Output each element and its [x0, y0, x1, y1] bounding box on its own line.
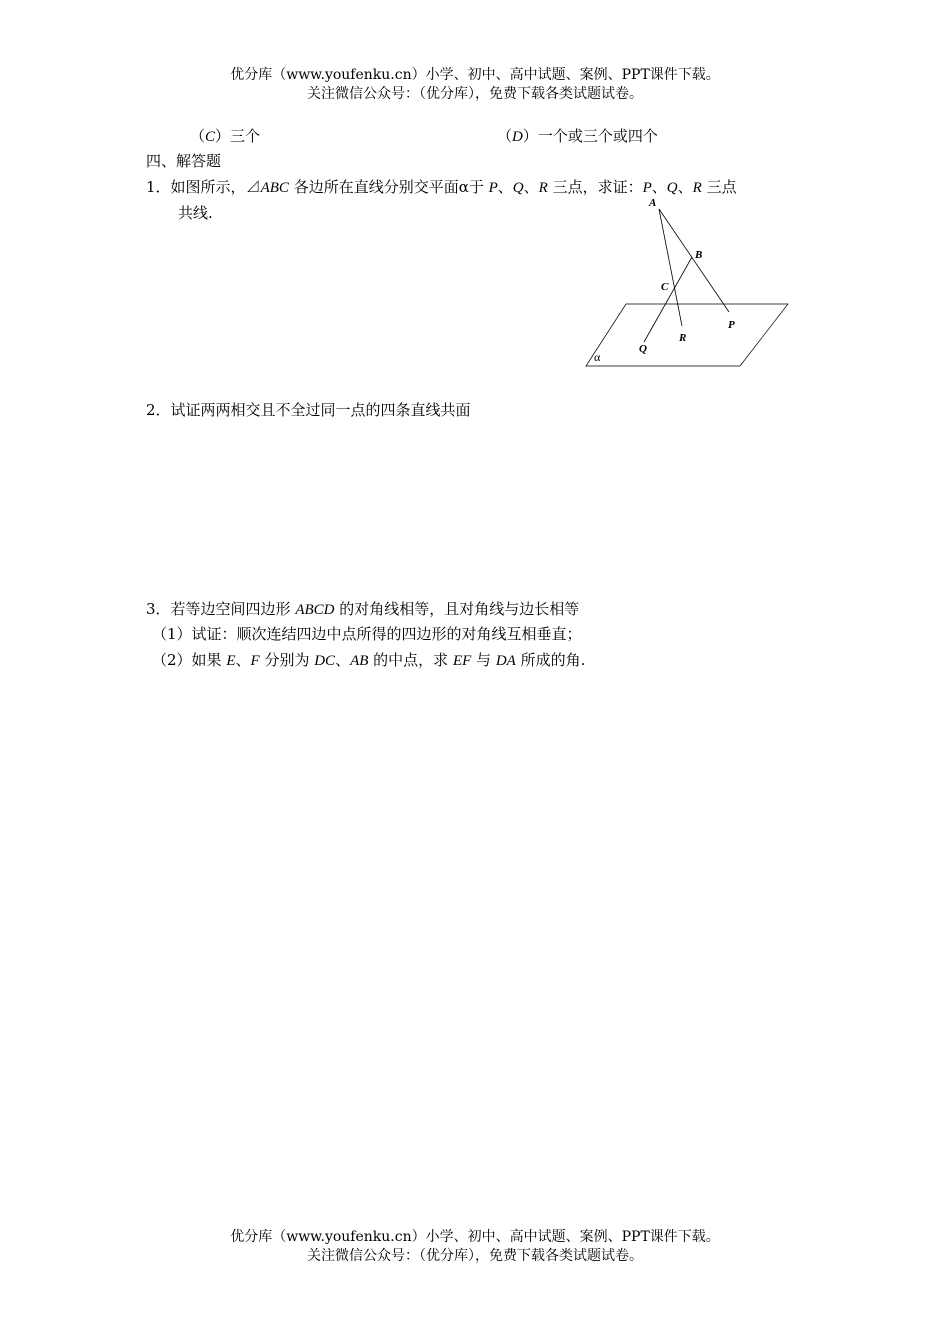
q3-da: DA: [495, 653, 516, 669]
label-p: P: [728, 319, 735, 331]
q3-text-2: 的对角线相等，且对角线与边长相等: [334, 600, 580, 618]
q1-text-3: 三点，求证：: [547, 178, 643, 196]
q1-sep-1: 、: [497, 178, 513, 196]
option-d-text: ）一个或三个或四个: [522, 127, 658, 145]
geometry-figure: [580, 192, 795, 372]
q3-text-1: 若等边空间四边形: [170, 600, 296, 618]
option-c-letter: C: [205, 129, 216, 145]
q3-number: 3．: [146, 600, 171, 618]
q1-q-2: Q: [666, 180, 678, 196]
q3-ef: EF: [452, 653, 472, 669]
q3-sub2-e: 的中点，求: [368, 651, 453, 669]
plane-alpha: [586, 304, 788, 366]
option-d: [497, 126, 658, 147]
q3-sub-2: [152, 650, 585, 671]
q1-sep-3: 、: [651, 178, 667, 196]
q1-number: 1．: [146, 178, 171, 196]
label-c: C: [661, 281, 669, 293]
q1-abc: ABC: [260, 180, 289, 196]
q3-sub-1: （1）试证：顺次连结四边中点所得的四边形的对角线互相垂直；: [152, 625, 582, 643]
option-c-text: ）三个: [215, 127, 261, 145]
q3-sub2-f: 与: [471, 651, 496, 669]
q1-continuation: 共线.: [178, 204, 213, 222]
triangle-symbol: ⊿: [245, 178, 261, 196]
option-d-open: （: [497, 127, 513, 145]
footer-line-1: 优分库（www.youfenku.cn）小学、初中、高中试题、案例、PPT课件下载。: [230, 1229, 720, 1245]
q3-sub2-g: 所成的角.: [515, 651, 586, 669]
label-q: Q: [639, 343, 647, 355]
label-alpha: α: [594, 350, 601, 364]
option-d-letter: D: [512, 129, 523, 145]
q1-p: P: [488, 180, 498, 196]
label-r: R: [679, 332, 687, 344]
q3-e: E: [226, 653, 236, 669]
label-b: B: [695, 249, 703, 261]
q3-abcd: ABCD: [295, 602, 335, 618]
line-bc-q: [644, 257, 692, 342]
q1-r: R: [538, 180, 548, 196]
question-3: [146, 599, 579, 620]
q3-sub2-c: 分别为: [259, 651, 315, 669]
q1-sep-2: 、: [523, 178, 539, 196]
q1-p-2: P: [642, 180, 652, 196]
q1-r-2: R: [692, 180, 702, 196]
q1-text-2: 各边所在直线分别交平面α于: [288, 178, 489, 196]
header-line-1: 优分库（www.youfenku.cn）小学、初中、高中试题、案例、PPT课件下载。: [230, 67, 720, 83]
q1-text-1: 如图所示，: [170, 178, 246, 196]
q3-ab: AB: [350, 653, 369, 669]
label-a: A: [649, 197, 657, 209]
q3-sub2-a: （2）如果: [152, 651, 227, 669]
q3-sub2-b: 、: [235, 651, 251, 669]
header-line-2: 关注微信公众号：（优分库），免费下载各类试题试卷。: [307, 86, 643, 102]
q1-text-4: 三点: [701, 178, 737, 196]
question-2: 2．试证两两相交且不全过同一点的四条直线共面: [146, 401, 471, 419]
q3-f: F: [250, 653, 260, 669]
option-c: [190, 126, 260, 147]
section-title: 四、解答题: [146, 152, 222, 170]
footer-line-2: 关注微信公众号：（优分库），免费下载各类试题试卷。: [307, 1248, 643, 1264]
q3-dc: DC: [314, 653, 336, 669]
option-c-open: （: [190, 127, 206, 145]
q1-q: Q: [512, 180, 524, 196]
q3-sub2-d: 、: [335, 651, 351, 669]
q1-sep-4: 、: [677, 178, 693, 196]
